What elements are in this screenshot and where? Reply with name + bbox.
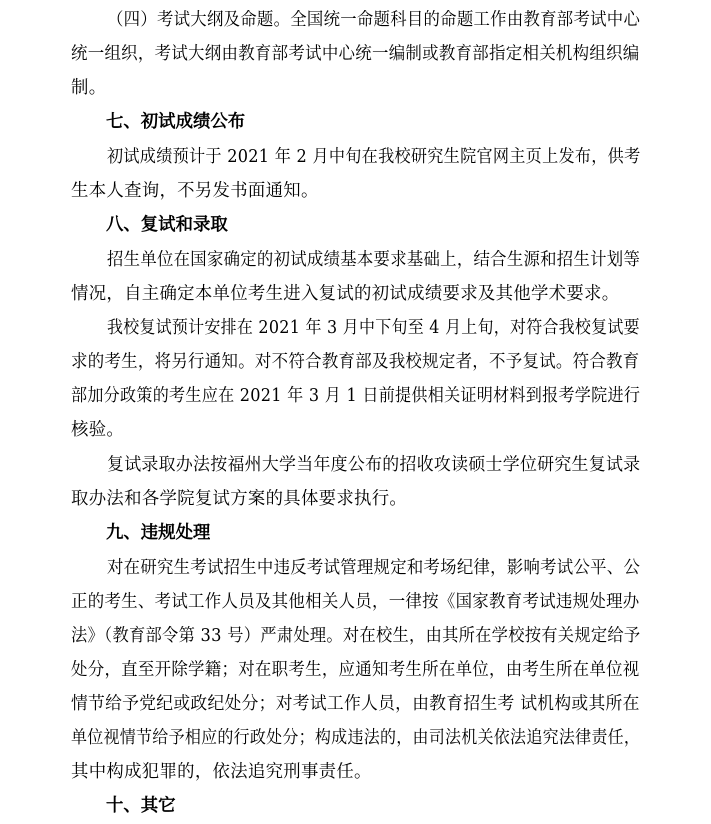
paragraph-line: 情况，自主确定本单位考生进入复试的初试成绩要求及其他学术要求。 <box>71 284 620 304</box>
section-heading: 十、其它 <box>106 796 176 816</box>
paragraph-line: 复试录取办法按福州大学当年度公布的招收攻读硕士学位研究生复试录 <box>107 455 641 475</box>
section-heading: 七、初试成绩公布 <box>106 112 246 132</box>
paragraph-line: 核验。 <box>71 420 125 440</box>
paragraph-line: 制。 <box>71 78 107 98</box>
paragraph-line: 对在研究生考试招生中违反考试管理规定和考场纪律，影响考试公平、公 <box>107 558 641 578</box>
paragraph-line: 其中构成犯罪的，依法追究刑事责任。 <box>71 762 372 782</box>
paragraph-line: 单位视情节给予相应的行政处分；构成违法的，由司法机关依法追究法律责任， <box>71 728 641 748</box>
paragraph-line: （四）考试大纲及命题。全国统一命题科目的命题工作由教育部考试中心 <box>107 10 641 30</box>
paragraph-line: 情节给予党纪或政纪处分；对考试工作人员，由教育招生考 试机构或其所在 <box>71 694 640 714</box>
paragraph-line: 部加分政策的考生应在 2021 年 3 月 1 日前提供相关证明材料到报考学院进行 <box>71 386 641 406</box>
paragraph-line: 取办法和各学院复试方案的具体要求执行。 <box>71 489 408 509</box>
section-heading: 九、违规处理 <box>106 523 211 543</box>
section-heading: 八、复试和录取 <box>106 215 228 235</box>
paragraph-line: 初试成绩预计于 2021 年 2 月中旬在我校研究生院官网主页上发布，供考 <box>107 147 641 167</box>
paragraph-line: 招生单位在国家确定的初试成绩基本要求基础上，结合生源和招生计划等 <box>107 250 641 270</box>
paragraph-line: 法》（教育部令第 33 号）严肃处理。对在校生，由其所在学校按有关规定给予 <box>71 626 641 646</box>
paragraph-line: 生本人查询，不另发书面通知。 <box>71 181 319 201</box>
paragraph-line: 统一组织，考试大纲由教育部考试中心统一编制或教育部指定相关机构组织编 <box>71 44 640 64</box>
paragraph-line: 正的考生、考试工作人员及其他相关人员，一律按《国家教育考试违规处理办 <box>71 592 640 612</box>
paragraph-line: 求的考生，将另行通知。对不符合教育部及我校规定者，不予复试。符合教育 <box>71 352 640 372</box>
paragraph-line: 我校复试预计安排在 2021 年 3 月中下旬至 4 月上旬，对符合我校复试要 <box>107 318 640 338</box>
paragraph-line: 处分，直至开除学籍；对在职考生，应通知考生所在单位，由考生所在单位视 <box>71 660 640 680</box>
